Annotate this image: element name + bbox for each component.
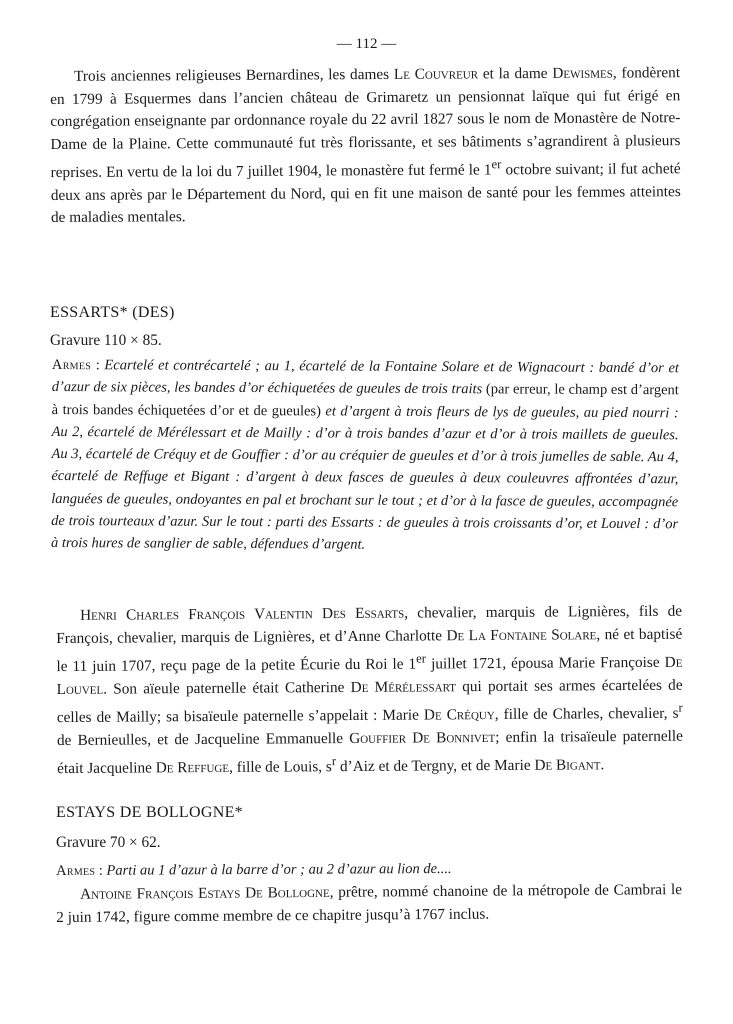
armes-essarts	[51, 354, 679, 558]
person-name: De Louvel	[56, 653, 683, 698]
superscript: er	[416, 651, 427, 666]
armes-sep: :	[91, 357, 105, 374]
person-name: Henri Charles François Valentin Des Essarts	[80, 604, 405, 624]
bio-text: , fille de Charles, chevalier, s	[494, 704, 679, 724]
person-name: Le Couvreur	[393, 65, 479, 83]
armes-text: Ecartelé et contrécartelé ; au 1, écartelé de la Fontaine Solare et de Wignacourt : bandé d’or et d’azur de six pièces, les bandes d’or échiquetées de gueules de trois traits	[51, 357, 679, 398]
bio-text: , fille de Louis, s	[228, 758, 332, 777]
person-name: De Reffuge	[155, 759, 230, 777]
person-name: De La Fontaine Solare	[446, 625, 597, 644]
bio-text: de Bernieulles, et de Jacqueline Emmanuelle	[56, 729, 350, 749]
intro-text: , fondèrent en 1799 à Esquermes dans l’ancien château de Grimaretz un pensionnat laïque qui fut érigé en congrégation enseignante par ordonnance royale du 22 avril 1827 sous le nom de Monastère de Notre-Dame de la Plaine. Cette communauté fut très florissante, et ses bâtiments s’agrandirent à plusieurs reprises. En vertu de la loi du 7 juillet 1904, le monastère fut fermé le 1	[50, 64, 681, 182]
bio-text: ; enfin la trisaïeule paternelle était Jacqueline	[57, 727, 683, 778]
intro-text: et la dame	[478, 64, 553, 83]
gravure-estays: Gravure 70 × 62.	[56, 834, 161, 851]
armes-estays	[56, 857, 676, 883]
bio-text: . Son aïeule paternelle était Catherine	[103, 678, 351, 698]
armes-text: et d’argent à trois fleurs de lys de gueules, au pied nourri : Au 2, écartelé de Mérélessart et de Mailly : d’or à trois bandes d’azur et d’or à trois maillets de gueules. Au 3, écartelé de Créquy et de Gouffier : d’or au créquier de gueules et d’or à trois jumelles de sable. Au 4, écartelé de Reffuge et Bigant : d’argent à deux fasces de gueules à deux couleuvres affrontées d’azur, languées de gueules, ondoyantes en pal et brochant sur le tout ; et d’or à la fasce de gueules, accompagnée de trois tourteaux d’azur. Sur le tout : parti des Essarts : de gueules à trois croissants d’or, et Louvel : d’or à trois hures de sanglier de sable, défendues d’argent.	[50, 403, 679, 554]
superscript: er	[491, 157, 502, 172]
bio-text: .	[600, 756, 605, 774]
intro-text: octobre suivant; il fut acheté deux ans après par le Département du Nord, qui en fit une maison de santé pour les femmes atteintes de maladies mentales.	[50, 160, 681, 227]
person-name: Antoine François Estays De Bollogne	[80, 883, 330, 903]
superscript: r	[331, 754, 337, 769]
section-title-essarts: ESSARTS* (DES)	[50, 304, 175, 321]
armes-text: (par erreur, le champ est d’argent à trois bandes échiquetées d’or et de gueules)	[51, 381, 679, 420]
armes-sep: :	[95, 862, 107, 879]
intro-paragraph	[50, 62, 681, 229]
bio-text: d’Aiz et de Tergny, et de Marie	[336, 756, 535, 776]
person-name: De Créquy	[423, 706, 495, 724]
page-number: — 112 —	[336, 36, 397, 52]
bio-text: , prêtre, nommé chanoine de la métropole de Cambrai le 2 juin 1742, figure comme membre de ce chapitre jusqu’à 1767 inclus.	[56, 881, 683, 926]
armes-label: Armes	[51, 356, 92, 374]
intro-text: Trois anciennes religieuses Bernardines, les dames	[74, 65, 394, 85]
armes-label: Armes	[56, 862, 96, 879]
person-name: De Bigant	[534, 756, 601, 774]
section-title-estays: ESTAYS DE BOLLOGNE*	[56, 804, 243, 821]
gravure-essarts: Gravure 110 × 85.	[50, 332, 162, 349]
biography-essarts	[56, 601, 683, 781]
armes-text: Parti au 1 d’azur à la barre d’or ; au 2 d’azur au lion de....	[106, 860, 452, 879]
bio-text: , né et baptisé le 11 juin 1707, reçu page de la petite Écurie du Roi le 1	[56, 625, 683, 676]
bio-text: juillet 1721, épousa Marie Françoise	[425, 653, 665, 673]
superscript: r	[678, 700, 683, 715]
person-name: Gouffier De Bonnivet	[349, 728, 496, 747]
person-name: De Mérélessart	[350, 677, 457, 696]
biography-estays	[56, 879, 682, 929]
bio-text: , chevalier, marquis de Lignières, fils de François, chevalier, marquis de Lignières, et d’Anne Charlotte	[56, 602, 683, 647]
bio-text: qui portait ses armes écartelées de celles de Mailly; sa bisaïeule paternelle s’appelait : Marie	[56, 676, 683, 727]
person-name: Dewismes	[552, 64, 613, 82]
